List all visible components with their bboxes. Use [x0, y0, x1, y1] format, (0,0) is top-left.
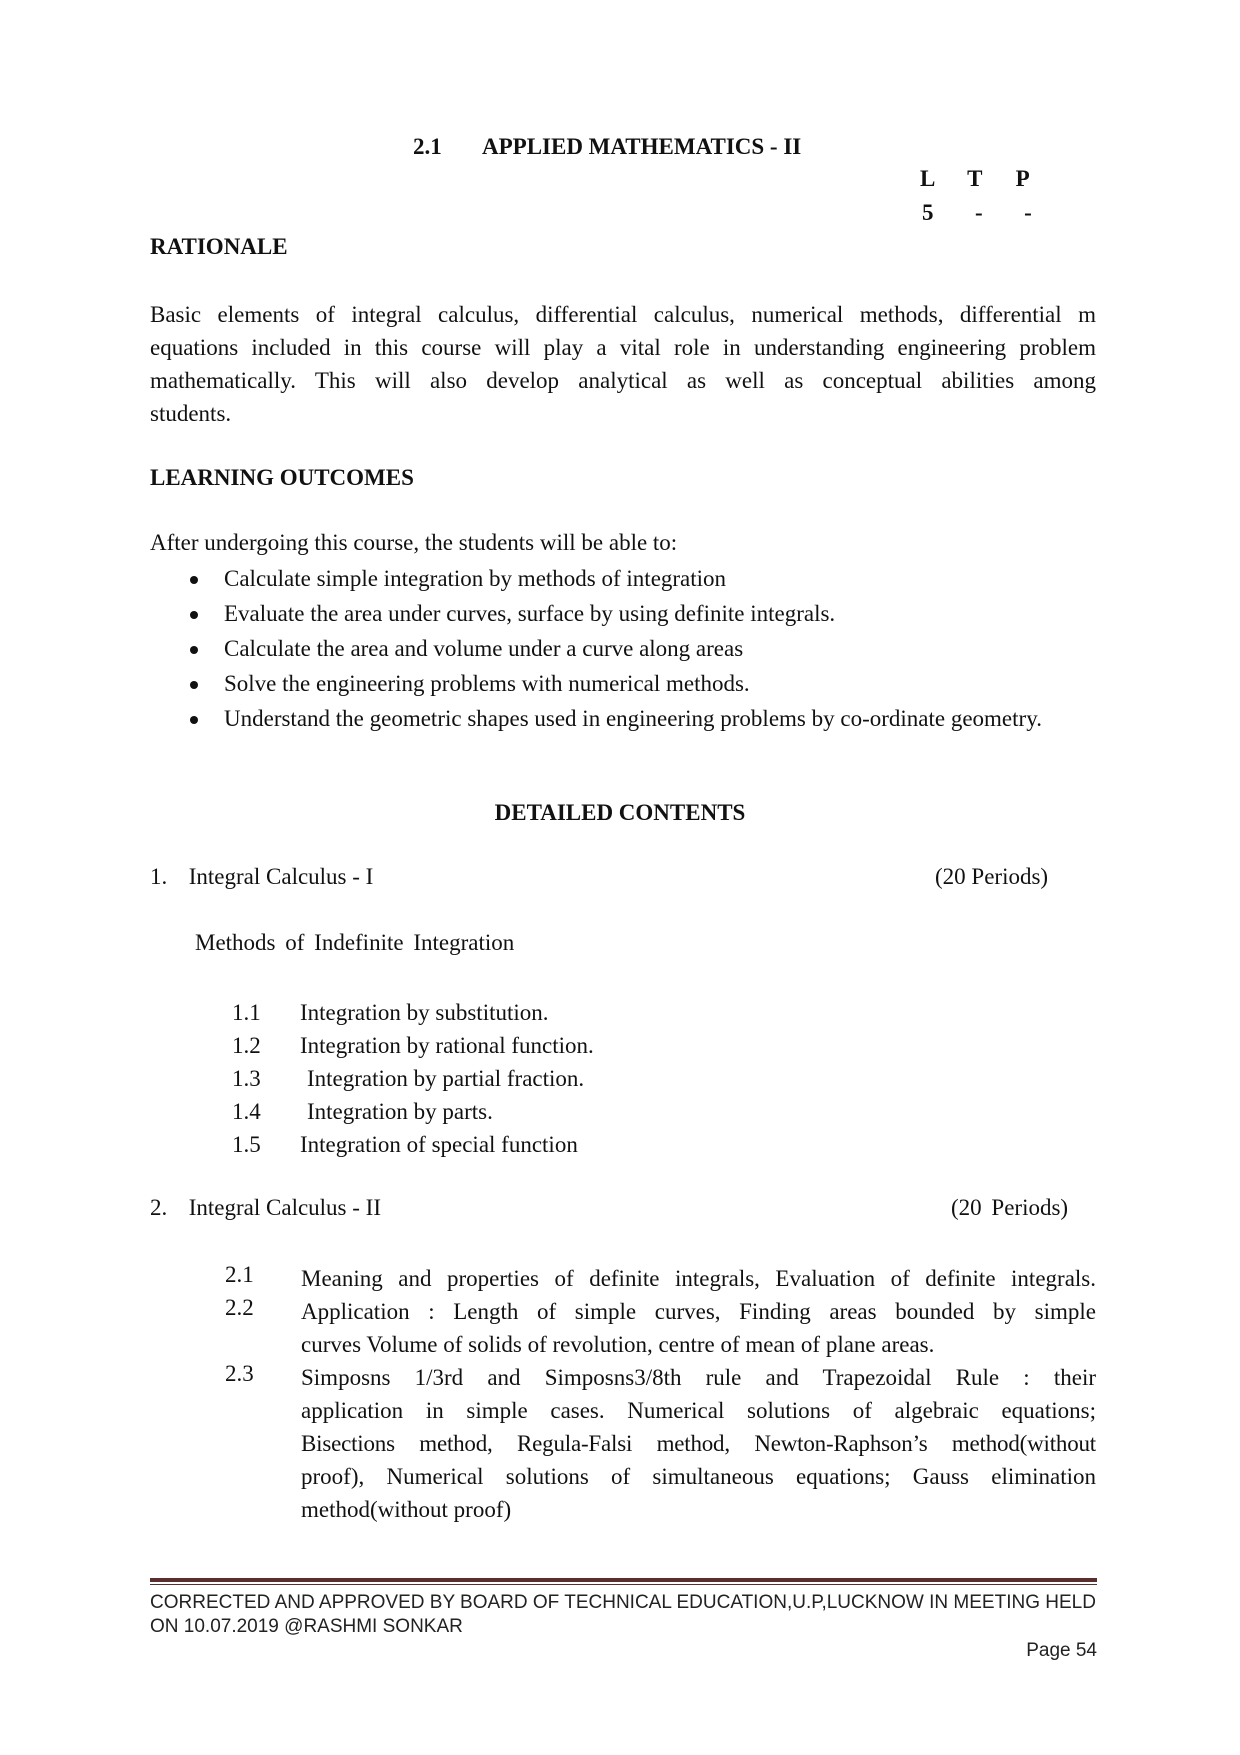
ltp-l-label: L [920, 166, 935, 191]
ltp-values [922, 200, 1032, 226]
rationale-paragraph [150, 298, 1096, 430]
detailed-heading: DETAILED CONTENTS [494, 800, 746, 825]
unit2-item: Simposns 1/3rd and Simposns3/8th rule and Trapezoidal Rule : their application in simple cases. Numerical solutions of algebraic equations; Bisections method, Regula-Falsi method, Newton-Raphson’s method(without proof), Numerical solutions of simultaneous equations; Gauss elimination method(without proof) [301, 1365, 1096, 1522]
unit1-periods: (20 Periods) [935, 864, 1049, 889]
course-number: 2.1 [413, 134, 442, 159]
unit1-item: 1.2 Integration by rational function. [232, 1033, 594, 1058]
unit2-item-num: 2.1 [225, 1262, 254, 1287]
unit2-title [150, 1195, 381, 1221]
unit1-subheading: Methods of Indefinite Integration [195, 930, 515, 955]
footer-note [150, 1591, 1097, 1639]
outcome-item: Understand the geometric shapes used in engineering problems by co-ordinate geometry. [150, 701, 1096, 736]
rationale-line: mathematically. This will also develop analytical as well as conceptual abilities among [150, 368, 1096, 393]
footer-divider [150, 1578, 1097, 1582]
unit2-item: Meaning and properties of definite integrals, Evaluation of definite integrals. [301, 1266, 1096, 1291]
unit1-name: Integral Calculus - I [188, 864, 374, 889]
unit2-periods: (20 Periods) [951, 1195, 1069, 1220]
ltp-t-value: - [975, 200, 983, 225]
unit2-item: Application : Length of simple curves, Finding areas bounded by simple curves Volume of solids of revolution, centre of mean of plane areas. [301, 1299, 1096, 1357]
outcome-item: Calculate the area and volume under a curve along areas [150, 631, 1096, 666]
unit1-title [150, 864, 373, 890]
unit1-item: 1.4 Integration by parts. [232, 1099, 493, 1124]
ltp-header [920, 166, 1030, 192]
unit2-name: Integral Calculus - II [188, 1195, 381, 1220]
outcome-item: Calculate simple integration by methods of integration [150, 561, 1096, 596]
outcome-item: Solve the engineering problems with numerical methods. [150, 666, 1096, 701]
bullet-icon [190, 576, 198, 584]
ltp-l-value: 5 [922, 200, 934, 225]
footer-line: ON 10.07.2019 @RASHMI SONKAR [150, 1616, 463, 1637]
rationale-line: Basic elements of integral calculus, differential calculus, numerical methods, differential m [150, 302, 1096, 327]
rationale-heading: RATIONALE [150, 234, 288, 259]
unit2-number: 2. [150, 1195, 168, 1220]
course-name: APPLIED MATHEMATICS - II [481, 134, 802, 159]
unit1-item: 1.5 Integration of special function [232, 1132, 578, 1157]
unit1-item: 1.1 Integration by substitution. [232, 1000, 549, 1025]
outcomes-intro: After undergoing this course, the students will be able to: [150, 530, 678, 555]
ltp-p-label: P [1015, 166, 1030, 191]
footer-divider-thin [150, 1584, 1097, 1585]
unit1-items [232, 996, 932, 1161]
rationale-line: equations included in this course will play a vital role in understanding engineering problem [150, 335, 1096, 360]
rationale-line: students. [150, 401, 232, 426]
unit2-item-num: 2.3 [225, 1361, 254, 1386]
outcomes-list [150, 561, 1096, 736]
page-number: Page 54 [1026, 1640, 1097, 1661]
unit1-number: 1. [150, 864, 168, 889]
unit1-item: 1.3 Integration by partial fraction. [232, 1066, 585, 1091]
outcomes-heading: LEARNING OUTCOMES [150, 465, 414, 490]
bullet-icon [190, 716, 198, 724]
ltp-t-label: T [967, 166, 983, 191]
outcome-item: Evaluate the area under curves, surface by using definite integrals. [150, 596, 1096, 631]
bullet-icon [190, 681, 198, 689]
bullet-icon [190, 611, 198, 619]
ltp-p-value: - [1024, 200, 1032, 225]
bullet-icon [190, 646, 198, 654]
course-title [413, 134, 801, 160]
unit2-item-num: 2.2 [225, 1295, 254, 1320]
footer-line: CORRECTED AND APPROVED BY BOARD OF TECHNICAL EDUCATION,U.P,LUCKNOW IN MEETING HELD [150, 1592, 1096, 1613]
